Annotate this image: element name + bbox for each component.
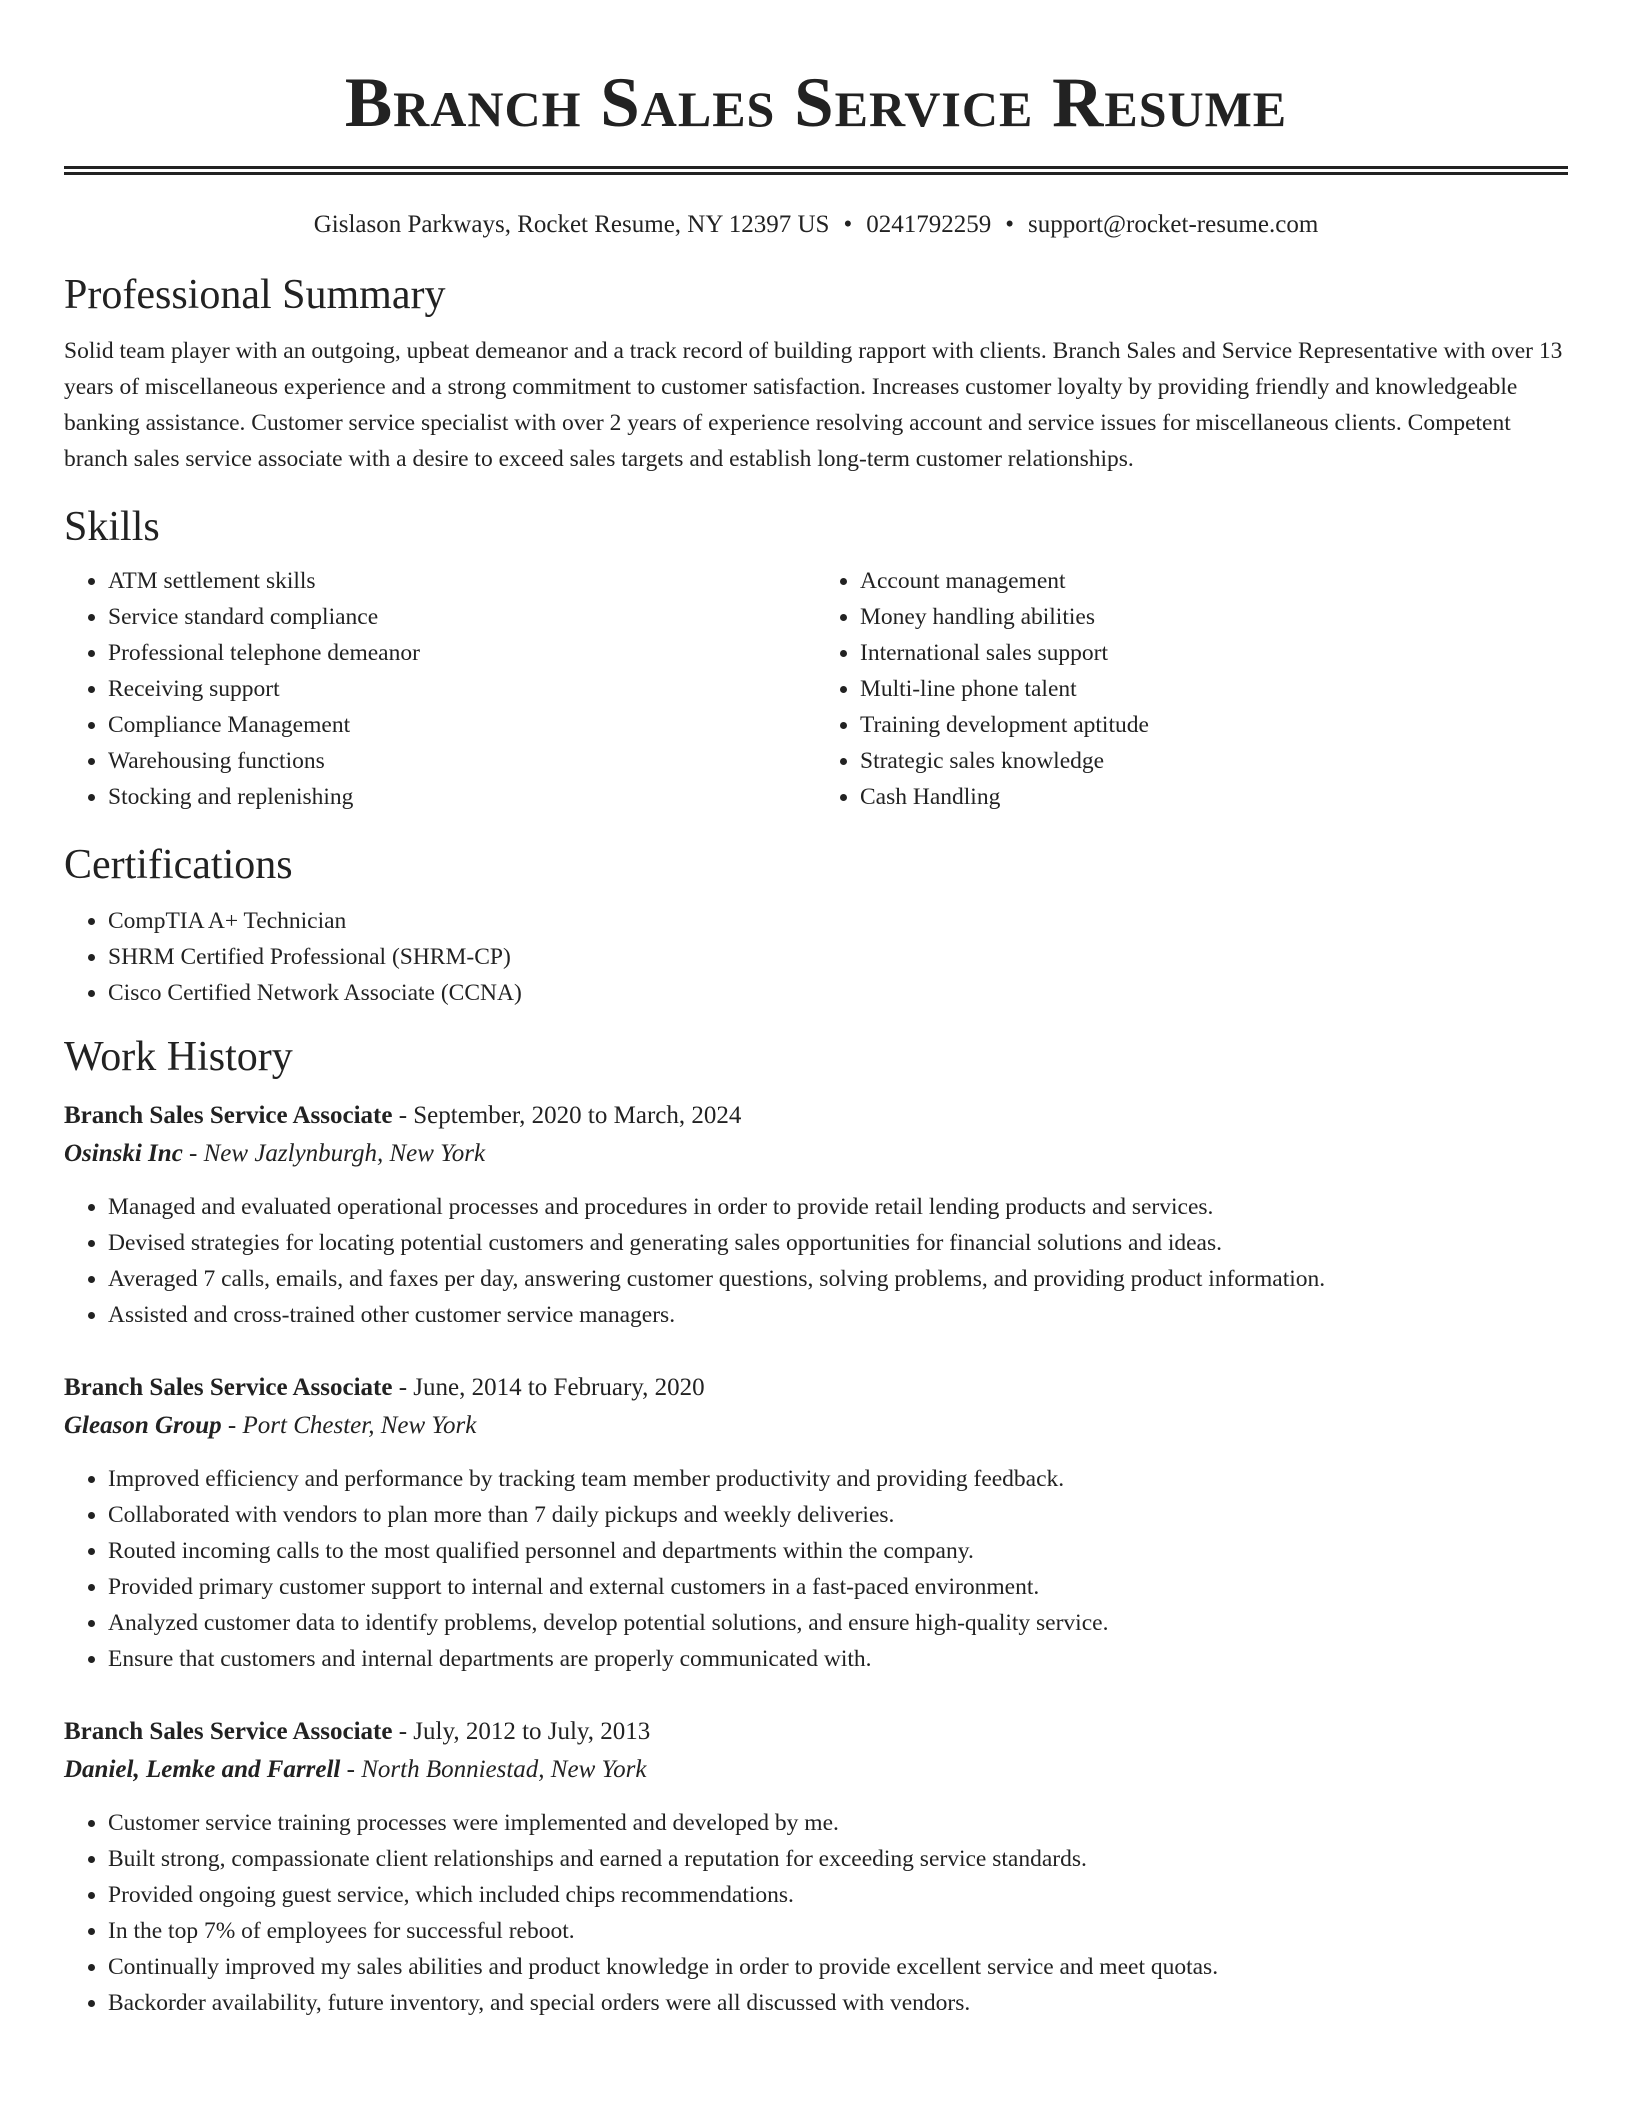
- skill-item: • Warehousing functions: [108, 743, 816, 779]
- contact-line: [64, 209, 1568, 241]
- skill-item: • Professional telephone demeanor: [108, 635, 816, 671]
- job-bullet: • Provided ongoing guest service, which included chips recommendations.: [108, 1877, 1568, 1913]
- skill-item: • International sales support: [860, 635, 1568, 671]
- job-title-line: [64, 1097, 1568, 1135]
- certification-item: • CompTIA A+ Technician: [108, 903, 1568, 939]
- job-bullet: • Routed incoming calls to the most qualified personnel and departments within the company.: [108, 1533, 1568, 1569]
- job-bullet: • In the top 7% of employees for successful reboot.: [108, 1913, 1568, 1949]
- job-bullets: [64, 1805, 1568, 2021]
- skill-item: • Compliance Management: [108, 707, 816, 743]
- job-location: - New Jazlynburgh, New York: [182, 1140, 486, 1167]
- job-location: - Port Chester, New York: [221, 1412, 477, 1439]
- job-dates: - July, 2012 to July, 2013: [392, 1718, 651, 1745]
- job-company: Daniel, Lemke and Farrell: [64, 1756, 341, 1783]
- job-bullet: • Averaged 7 calls, emails, and faxes per day, answering customer questions, solving problems, and providing product information.: [108, 1261, 1568, 1297]
- contact-address: Gislason Parkways, Rocket Resume, NY 12397 US: [313, 211, 830, 238]
- skills-grid: [64, 563, 1568, 815]
- contact-phone[interactable]: 0241792259: [866, 211, 992, 238]
- summary-text: Solid team player with an outgoing, upbeat demeanor and a track record of building rapport with clients. Branch Sales and Service Representative with over 13 years of miscellaneous experience and a strong commitment to customer satisfaction. Increases customer loyalty by providing friendly and knowledgeable banking assistance. Customer service specialist with over 2 years of experience resolving account and service issues for miscellaneous clients. Competent branch sales service associate with a desire to exceed sales targets and establish long-term customer relationships.: [64, 338, 1563, 472]
- job-company-line: [64, 1407, 1568, 1445]
- job-entry: [64, 1097, 1568, 1333]
- job-entry: [64, 1713, 1568, 2021]
- job-company-line: [64, 1751, 1568, 1789]
- professional-summary-section: [64, 269, 1568, 477]
- job-bullet: • Analyzed customer data to identify problems, develop potential solutions, and ensure high-quality service.: [108, 1605, 1568, 1641]
- job-entry: [64, 1369, 1568, 1677]
- job-bullets: [64, 1189, 1568, 1333]
- job-bullet: • Managed and evaluated operational processes and procedures in order to provide retail lending products and services.: [108, 1189, 1568, 1225]
- job-role: Branch Sales Service Associate: [64, 1102, 393, 1129]
- job-title-line: [64, 1713, 1568, 1751]
- work-history-section: [64, 1031, 1568, 2021]
- job-bullet: • Customer service training processes were implemented and developed by me.: [108, 1805, 1568, 1841]
- contact-email[interactable]: support@rocket-resume.com: [1027, 211, 1319, 238]
- skill-item: • Multi-line phone talent: [860, 671, 1568, 707]
- job-dates: - September, 2020 to March, 2024: [392, 1102, 742, 1129]
- job-bullet: • Built strong, compassionate client relationships and earned a reputation for exceeding service standards.: [108, 1841, 1568, 1877]
- skill-item: • ATM settlement skills: [108, 563, 816, 599]
- job-location: - North Bonniestad, New York: [340, 1756, 647, 1783]
- section-heading-summary: Professional Summary: [64, 272, 446, 318]
- skill-item: • Training development aptitude: [860, 707, 1568, 743]
- section-heading-work-history: Work History: [64, 1034, 293, 1080]
- job-bullet: • Improved efficiency and performance by tracking team member productivity and providing feedback.: [108, 1461, 1568, 1497]
- job-bullet: • Provided primary customer support to internal and external customers in a fast-paced environment.: [108, 1569, 1568, 1605]
- skill-item: • Cash Handling: [860, 779, 1568, 815]
- section-heading-certifications: Certifications: [64, 842, 293, 888]
- title-divider: [64, 166, 1568, 175]
- job-bullets: [64, 1461, 1568, 1677]
- job-company-line: [64, 1135, 1568, 1173]
- certification-item: • SHRM Certified Professional (SHRM-CP): [108, 939, 1568, 975]
- section-heading-skills: Skills: [64, 504, 160, 550]
- job-title-line: [64, 1369, 1568, 1407]
- skills-list-right: [816, 563, 1568, 815]
- skill-item: • Money handling abilities: [860, 599, 1568, 635]
- skill-item: • Strategic sales knowledge: [860, 743, 1568, 779]
- job-dates: - June, 2014 to February, 2020: [392, 1374, 705, 1401]
- certifications-section: [64, 839, 1568, 1011]
- skills-column-right: [816, 563, 1568, 815]
- job-role: Branch Sales Service Associate: [64, 1718, 393, 1745]
- job-bullet: • Backorder availability, future inventory, and special orders were all discussed with vendors.: [108, 1985, 1568, 2021]
- certification-item: • Cisco Certified Network Associate (CCNA): [108, 975, 1568, 1011]
- skills-column-left: [64, 563, 816, 815]
- job-bullet: • Ensure that customers and internal departments are properly communicated with.: [108, 1641, 1568, 1677]
- job-company: Osinski Inc: [64, 1140, 183, 1167]
- job-bullet: • Assisted and cross-trained other customer service managers.: [108, 1297, 1568, 1333]
- contact-separator: •: [1005, 211, 1014, 238]
- job-bullet: • Collaborated with vendors to plan more than 7 daily pickups and weekly deliveries.: [108, 1497, 1568, 1533]
- skill-item: • Service standard compliance: [108, 599, 816, 635]
- skill-item: • Account management: [860, 563, 1568, 599]
- skills-section: [64, 501, 1568, 815]
- skill-item: • Stocking and replenishing: [108, 779, 816, 815]
- certifications-list: [64, 903, 1568, 1011]
- skills-list-left: [64, 563, 816, 815]
- contact-separator: •: [843, 211, 853, 238]
- resume-title: Branch Sales Service Resume: [344, 64, 1288, 142]
- job-bullet: • Continually improved my sales abilities and product knowledge in order to provide excellent service and meet quotas.: [108, 1949, 1568, 1985]
- job-company: Gleason Group: [64, 1412, 222, 1439]
- job-bullet: • Devised strategies for locating potential customers and generating sales opportunities for financial solutions and ideas.: [108, 1225, 1568, 1261]
- skill-item: • Receiving support: [108, 671, 816, 707]
- job-role: Branch Sales Service Associate: [64, 1374, 393, 1401]
